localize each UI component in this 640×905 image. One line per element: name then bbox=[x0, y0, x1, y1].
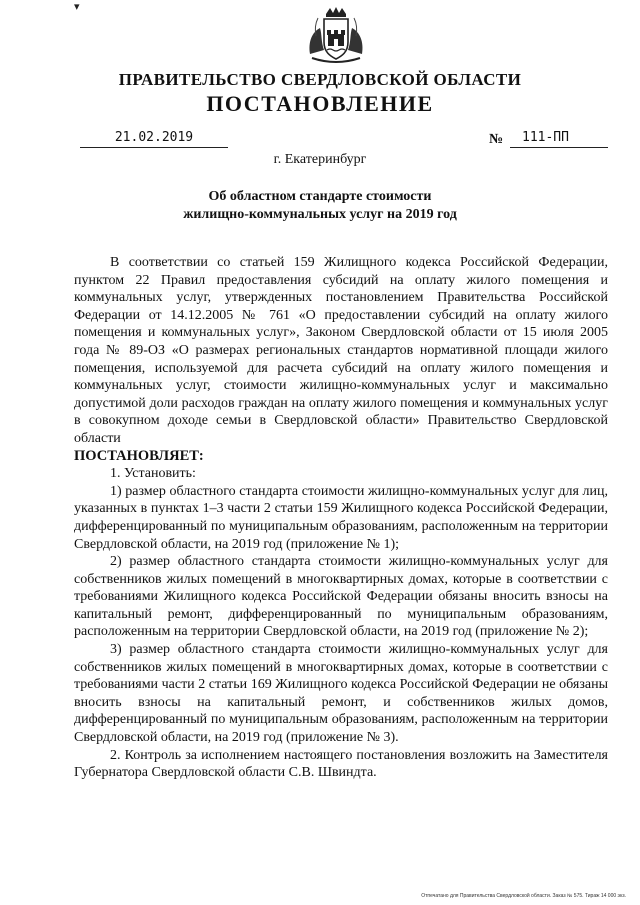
government-title: ПРАВИТЕЛЬСТВО СВЕРДЛОВСКОЙ ОБЛАСТИ bbox=[118, 70, 522, 89]
coat-of-arms-icon bbox=[304, 6, 368, 66]
number-sign: № bbox=[489, 132, 504, 147]
subitem-3: 3) размер областного стандарта стоимости жилищно-коммунальных услуг для собственников жилых помещений в многоквартирных домах, которые в соответствии с требованиями части 2 статьи 169 Жилищного кодекса Российской Федерации не обязаны вносить взносы на капитальный ремонт, и собственников жилых домов, дифференцированный по муниципальным образованиям, расположенным на территории Свердловской области, на 2019 год (приложение № 3). bbox=[74, 642, 608, 746]
city: г. Екатеринбург bbox=[273, 152, 367, 167]
subitem-1: 1) размер областного стандарта стоимости жилищно-коммунальных услуг для лиц, указанных в пунктах 1–3 части 2 статьи 159 Жилищного кодекса Российской Федерации, дифференцированный по муниципальным образованиям, расположенным на территории Свердловской области, на 2019 год (приложение № 1); bbox=[74, 483, 608, 552]
print-note: Отпечатано для Правительства Свердловской области. Заказ № 575. Тираж 14 000 экз. bbox=[421, 893, 626, 899]
item-2: 2. Контроль за исполнением настоящего постановления возложить на Заместителя Губернатора Свердловской области С.В. Швиндта. bbox=[74, 747, 608, 781]
subject-line-1: Об областном стандарте стоимости bbox=[208, 189, 432, 204]
decree-word: ПОСТАНОВЛЯЕТ: bbox=[74, 447, 204, 464]
item-1: 1. Установить: bbox=[110, 466, 196, 482]
decree-body bbox=[74, 254, 608, 782]
document-type: ПОСТАНОВЛЕНИЕ bbox=[206, 91, 434, 116]
subitem-2: 2) размер областного стандарта стоимости жилищно-коммунальных услуг для собственников жилых помещений в многоквартирных домах, которые в соответствии с требованиями Жилищного кодекса Российской Федерации обязаны вносить взносы на капитальный ремонт, дифференцированный по муниципальным образованиям, расположенным на территории Свердловской области, на 2019 год (приложение № 2); bbox=[74, 554, 608, 640]
subject-line-2: жилищно-коммунальных услуг на 2019 год bbox=[183, 207, 457, 222]
decree-number: 111-ПП bbox=[510, 130, 608, 148]
corner-mark: ▾ bbox=[74, 1, 80, 13]
decree-date: 21.02.2019 bbox=[80, 130, 228, 148]
preamble-paragraph: В соответствии со статьей 159 Жилищного кодекса Российской Федерации, пунктом 22 Правил предоставления субсидий на оплату жилого помещения и коммунальных услуг, утвержденных постановлением Правительства Российской Федерации от 14.12.2005 № 761 «О предоставлении субсидий на оплату жилого помещения и коммунальных услуг», Законом Свердловской области от 15 июля 2005 года № 89-ОЗ «О размерах региональных стандартов нормативной площади жилого помещения, используемой для расчета субсидий на оплату жилого помещения и коммунальных услуг, стоимости жилищно-коммунальных услуг и максимально допустимой доли расходов граждан на оплату жилого помещения и коммунальных услуг в совокупном доходе семьи в Свердловской области» Правительство Свердловской области bbox=[74, 255, 608, 446]
decree-subject bbox=[0, 188, 640, 224]
